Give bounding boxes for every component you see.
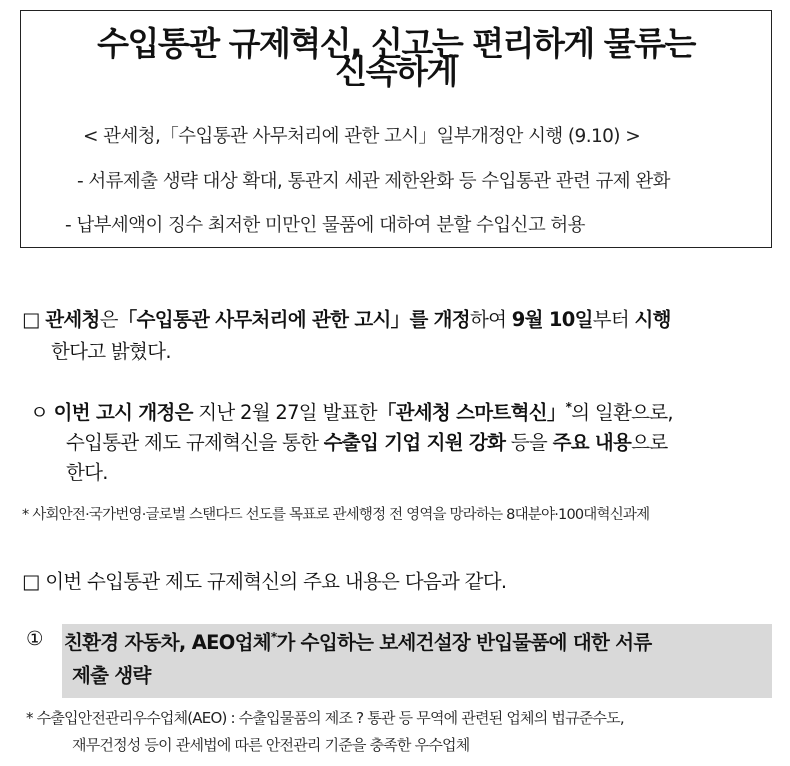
text-run: 으로 <box>631 431 668 454</box>
headline-line-1: 수입통관 규제혁신, 신고는 편리하게 물류는 <box>97 24 695 63</box>
text-run: 의 일환으로, <box>571 401 673 424</box>
notice-name: 「수입통관 사무처리에 관한 고시」를 개정 <box>117 308 470 331</box>
footnote-1: * 사회안전·국가번영·글로벌 스탠다드 선도를 목표로 관세행정 전 영역을 망라하는 8대분야·100대혁신과제 <box>22 507 650 523</box>
paragraph-2-line-3: 한다. <box>66 461 108 484</box>
paragraph-3 <box>22 566 506 594</box>
headline-line-2: 신속하게 <box>335 52 457 91</box>
agency-name: 관세청 <box>45 308 100 331</box>
subtitle-point-2: - 납부세액이 징수 최저한 미만인 물품에 대하여 분할 수입신고 허용 <box>65 215 585 236</box>
item-1-subject: 친환경 자동차, AEO업체 <box>64 631 271 654</box>
smart-innovation: 「관세청 스마트혁신」 <box>376 401 566 424</box>
square-bullet: □ <box>22 308 40 331</box>
enforcement-word: 시행 <box>634 308 671 331</box>
item-1-number: ① <box>26 627 43 650</box>
main-content: 주요 내용 <box>552 431 632 454</box>
revision-lead: 이번 고시 개정은 <box>53 401 193 424</box>
subtitle-notice: < 관세청,「수입통관 사무처리에 관한 고시」일부개정안 시행 (9.10) > <box>83 126 641 147</box>
item-1-highlight-2 <box>62 656 772 698</box>
text-run: 지난 2월 27일 발표한 <box>198 401 377 424</box>
item-1-text: 가 수입하는 보세건설장 반입물품에 대한 서류 <box>276 631 652 654</box>
text-run: 수입통관 제도 규제혁신을 통한 <box>66 431 319 454</box>
text-run: 하여 <box>469 308 507 331</box>
paragraph-2-line-2 <box>66 427 667 455</box>
square-bullet: □ <box>22 570 40 593</box>
circle-bullet: ㅇ <box>30 401 49 424</box>
footnote-2-line-1: * 수출입안전관리우수업체(AEO) : 수출입물품의 제조 ? 통관 등 무역에 관련된 업체의 법규준수도, <box>26 709 624 727</box>
subtitle-point-1: - 서류제출 생략 대상 확대, 통관지 세관 제한완화 등 수입통관 관련 규제 완화 <box>77 171 670 192</box>
headline-box <box>20 10 772 248</box>
paragraph-1-line-2: 한다고 밝혔다. <box>51 340 171 363</box>
text-run: 이번 수입통관 제도 규제혁신의 주요 내용은 다음과 같다. <box>45 570 507 593</box>
footnote-2-line-2: 재무건정성 등이 관세법에 따른 안전관리 기준을 충족한 우수업체 <box>72 736 470 754</box>
effective-date: 9월 10일 <box>511 308 593 331</box>
text-run: 등을 <box>510 431 548 454</box>
item-1-line-2 <box>72 660 151 688</box>
support-phrase: 수출입 기업 지원 강화 <box>323 431 506 454</box>
item-1-text-2: 제출 생략 <box>72 664 151 687</box>
text-run: 부터 <box>592 308 629 331</box>
item-1-line-1 <box>64 627 652 655</box>
footnote-star: * <box>270 630 277 644</box>
paragraph-1-line-1 <box>22 304 671 332</box>
footnote-star: * <box>565 400 572 414</box>
paragraph-2-line-1 <box>30 397 673 425</box>
text-run: 은 <box>99 308 118 331</box>
